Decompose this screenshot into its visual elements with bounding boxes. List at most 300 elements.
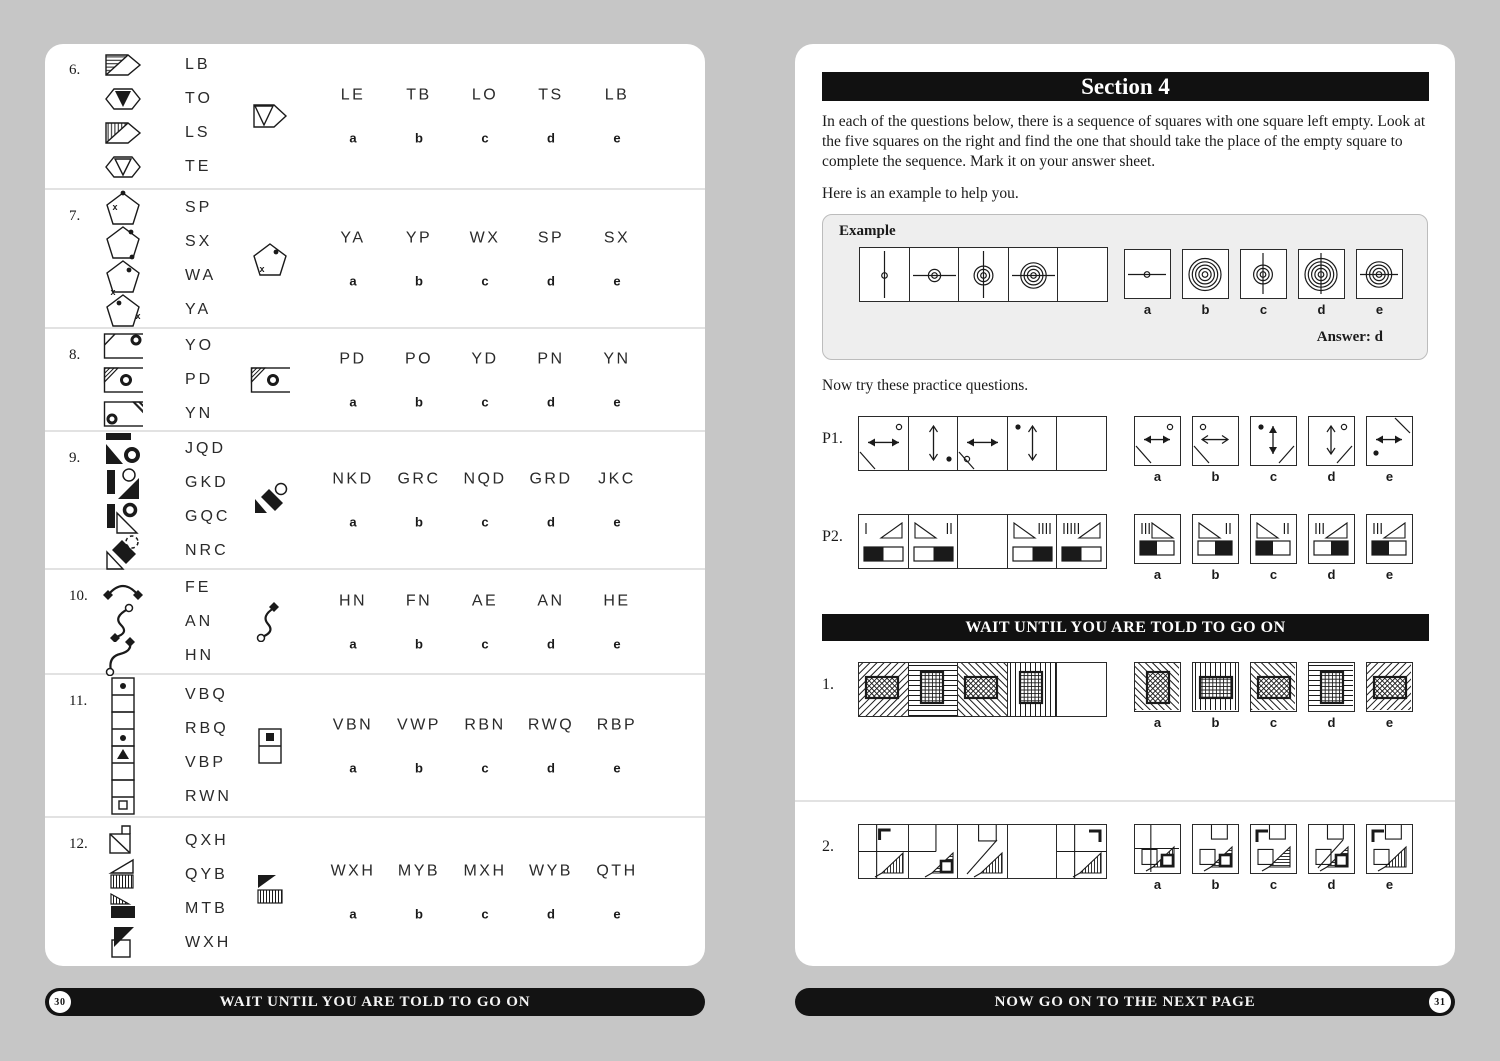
option-letter: c xyxy=(481,760,489,775)
option-code: YA xyxy=(340,229,366,246)
answer-option-e xyxy=(584,471,650,530)
section-divider xyxy=(795,800,1455,802)
option-letter: c xyxy=(1269,877,1278,892)
option-letter: d xyxy=(547,514,555,530)
symbol-code: GQC xyxy=(185,508,231,525)
answer-option-e xyxy=(1366,824,1413,892)
symbol-row xyxy=(101,363,214,397)
symbol-code: GKD xyxy=(185,474,229,491)
puzzle-sequence-strip xyxy=(858,416,1107,471)
option-letter: d xyxy=(1327,715,1336,730)
option-code: PO xyxy=(404,350,434,367)
symbol-row xyxy=(101,712,232,746)
symbol-row xyxy=(101,259,217,296)
svg-text:x: x xyxy=(110,286,116,296)
practice-intro-text: Now try these practice questions. xyxy=(822,377,1029,394)
answer-option-c xyxy=(452,87,518,146)
option-square xyxy=(1308,662,1355,712)
answer-option-e xyxy=(1366,514,1413,582)
symbol-rows xyxy=(101,678,232,814)
option-code: SX xyxy=(603,229,631,246)
symbol-row xyxy=(101,432,230,466)
svg-text:x: x xyxy=(135,310,141,321)
sequence-square xyxy=(858,662,909,717)
q11-split-osq-bottom-icon xyxy=(101,776,145,818)
answer-option-b xyxy=(1182,249,1229,317)
example-options-strip xyxy=(1124,249,1403,317)
options-row xyxy=(320,863,650,922)
symbol-rows xyxy=(101,48,213,184)
q10-curve-square-circle-icon xyxy=(101,635,145,677)
option-square xyxy=(1250,514,1297,564)
option-letter: a xyxy=(349,394,357,409)
sequence-square-empty xyxy=(1007,824,1058,879)
answer-option-a xyxy=(320,863,386,922)
question-number: 11. xyxy=(69,693,88,709)
option-code: LO xyxy=(471,86,499,104)
symbol-code: PD xyxy=(185,370,214,388)
symbol-row xyxy=(101,82,213,116)
option-code: RBP xyxy=(596,716,638,733)
sequence-square xyxy=(1007,416,1058,471)
puzzle-options-strip xyxy=(1134,662,1413,730)
answer-option-b xyxy=(386,87,452,146)
example-intro-text: Here is an example to help you. xyxy=(822,185,1019,202)
option-letter: c xyxy=(1269,469,1278,484)
option-letter: b xyxy=(415,636,423,651)
option-letter: e xyxy=(613,906,621,922)
answer-option-a xyxy=(1134,662,1181,730)
option-code: LE xyxy=(340,86,366,104)
q9-target-diagbar-icon xyxy=(246,480,294,520)
answer-option-c xyxy=(452,716,518,775)
practice-question-p1 xyxy=(822,416,1413,484)
sequence-square xyxy=(957,824,1008,879)
symbol-code: TE xyxy=(185,158,212,175)
symbol-row xyxy=(101,225,216,259)
option-square xyxy=(1192,824,1239,874)
symbol-code: MTB xyxy=(185,900,228,917)
option-code: AN xyxy=(537,592,565,609)
option-square xyxy=(1192,514,1239,564)
option-code: RBN xyxy=(464,716,506,733)
sequence-square xyxy=(957,662,1008,717)
sequence-square xyxy=(958,247,1009,302)
option-square xyxy=(1134,662,1181,712)
sequence-square xyxy=(858,824,909,879)
option-letter: c xyxy=(481,273,489,288)
symbol-code: QXH xyxy=(185,832,229,849)
sequence-square xyxy=(909,247,960,302)
puzzle-options-strip xyxy=(1134,514,1413,582)
answer-option-a xyxy=(320,592,386,651)
section-title: Section 4 xyxy=(1081,73,1170,99)
symbol-row xyxy=(101,892,231,926)
symbol-row xyxy=(101,534,230,568)
right-footer-bar xyxy=(795,988,1455,1016)
option-letter: b xyxy=(1211,469,1220,484)
page-number-badge: 31 xyxy=(1429,991,1451,1013)
question-number: 10. xyxy=(69,588,88,604)
symbol-code: VBQ xyxy=(185,685,228,703)
option-code: NKD xyxy=(332,470,374,488)
symbol-code: YA xyxy=(185,300,212,318)
answer-option-a xyxy=(320,87,386,146)
option-letter: c xyxy=(481,636,489,651)
sequence-square xyxy=(908,662,959,717)
q8-target-rect-icon xyxy=(246,360,294,400)
answer-option-c xyxy=(452,350,518,409)
symbol-row xyxy=(101,824,231,858)
symbol-row xyxy=(101,639,214,673)
option-square xyxy=(1134,824,1181,874)
answer-option-d xyxy=(518,350,584,409)
question-number: 7. xyxy=(69,208,81,224)
option-letter: a xyxy=(349,906,357,922)
question-number: 6. xyxy=(69,62,81,78)
symbol-code: LS xyxy=(185,124,211,141)
option-code: YD xyxy=(471,350,499,367)
option-code: LB xyxy=(604,86,630,104)
symbol-rows xyxy=(101,432,230,568)
answer-option-c xyxy=(1250,662,1297,730)
option-code: NQD xyxy=(463,470,507,488)
option-letter: e xyxy=(613,394,621,409)
option-letter: a xyxy=(349,636,357,651)
option-letter: b xyxy=(1211,715,1220,730)
symbol-rows xyxy=(101,571,214,673)
option-code: VWP xyxy=(397,716,441,733)
option-square xyxy=(1124,249,1171,299)
q6-hex-open-triangle-icon xyxy=(101,146,145,188)
option-letter: d xyxy=(1317,302,1326,317)
symbol-code: YN xyxy=(185,404,214,422)
sequence-square-empty xyxy=(957,514,1008,569)
answer-option-a xyxy=(320,471,386,530)
symbol-row xyxy=(101,329,214,363)
options-row xyxy=(320,229,650,288)
answer-option-b xyxy=(1192,416,1239,484)
option-code: RWQ xyxy=(527,716,575,733)
option-letter: d xyxy=(547,273,555,288)
question-2 xyxy=(822,824,1413,892)
puzzle-sequence-strip xyxy=(858,514,1107,569)
option-code: GRC xyxy=(397,470,441,488)
option-square xyxy=(1250,662,1297,712)
option-letter: b xyxy=(415,514,423,530)
answer-option-a xyxy=(1134,824,1181,892)
options-row xyxy=(320,716,650,775)
instructions-text: In each of the questions below, there is a sequence of squares with one square left empty. Look at the five squares on the right and find the one that should take the place of the empty square to complete the sequence. Mark it on your answer sheet. xyxy=(822,113,1426,170)
option-letter: a xyxy=(349,130,357,146)
puzzle-label: 2. xyxy=(822,838,834,855)
option-letter: d xyxy=(547,130,555,146)
option-letter: a xyxy=(349,514,357,530)
symbol-code: JQD xyxy=(185,440,226,457)
answer-option-d xyxy=(518,863,584,922)
option-code: QTH xyxy=(596,862,638,880)
sequence-square xyxy=(1008,247,1059,302)
answer-option-a xyxy=(1134,416,1181,484)
symbol-row xyxy=(101,858,231,892)
wait-bar-text: WAIT UNTIL YOU ARE TOLD TO GO ON xyxy=(965,618,1286,636)
answer-option-d xyxy=(518,592,584,651)
option-letter: e xyxy=(1385,469,1394,484)
option-letter: c xyxy=(1259,302,1268,317)
puzzle-options-strip xyxy=(1134,824,1413,892)
answer-option-b xyxy=(386,471,452,530)
option-letter: c xyxy=(1269,715,1278,730)
answer-option-d xyxy=(1308,514,1355,582)
example-sequence-strip xyxy=(859,247,1108,302)
answer-option-c xyxy=(1250,824,1297,892)
symbol-row xyxy=(101,48,213,82)
question-1 xyxy=(822,662,1413,730)
svg-text:x: x xyxy=(112,201,118,212)
question-number: 9. xyxy=(69,450,81,466)
symbol-rows xyxy=(101,329,214,431)
option-letter: d xyxy=(1327,469,1336,484)
option-code: HE xyxy=(603,592,631,609)
option-square xyxy=(1182,249,1229,299)
answer-option-e xyxy=(584,229,650,288)
answer-option-a xyxy=(320,350,386,409)
symbol-row xyxy=(101,293,216,327)
symbol-row xyxy=(101,397,214,431)
option-code: YP xyxy=(405,229,433,246)
answer-option-c xyxy=(1250,416,1297,484)
option-code: YN xyxy=(603,350,631,367)
symbol-row xyxy=(101,780,232,814)
symbol-code: TO xyxy=(185,90,213,107)
answer-option-d xyxy=(1308,824,1355,892)
option-code: PD xyxy=(339,350,367,367)
option-square xyxy=(1308,824,1355,874)
symbol-row xyxy=(101,926,231,960)
option-square xyxy=(1366,662,1413,712)
option-square xyxy=(1250,824,1297,874)
left-footer-text: WAIT UNTIL YOU ARE TOLD TO GO ON xyxy=(219,993,531,1010)
sequence-square xyxy=(1056,824,1107,879)
option-square xyxy=(1356,249,1403,299)
answer-option-b xyxy=(386,716,452,775)
question-list xyxy=(45,44,705,966)
option-letter: b xyxy=(1201,302,1210,317)
option-letter: c xyxy=(481,130,489,146)
option-letter: a xyxy=(349,760,357,775)
answer-option-c xyxy=(1240,249,1287,317)
options-row xyxy=(320,592,650,651)
answer-option-c xyxy=(452,229,518,288)
answer-option-d xyxy=(1308,416,1355,484)
symbol-code: SP xyxy=(185,198,213,216)
symbol-code: AN xyxy=(185,612,214,630)
sequence-square-empty xyxy=(1057,247,1108,302)
symbol-row xyxy=(101,605,214,639)
answer-option-c xyxy=(452,592,518,651)
option-code: VBN xyxy=(332,716,374,733)
symbol-row xyxy=(101,500,230,534)
answer-option-b xyxy=(1192,662,1239,730)
sequence-square xyxy=(1007,514,1058,569)
option-letter: b xyxy=(415,760,423,775)
option-code: GRD xyxy=(529,470,573,488)
puzzle-options-strip xyxy=(1134,416,1413,484)
symbol-code: RWN xyxy=(185,787,232,805)
right-footer-text: NOW GO ON TO THE NEXT PAGE xyxy=(994,993,1256,1010)
section-header-bar xyxy=(822,72,1429,101)
puzzle-label: P2. xyxy=(822,528,843,545)
options-row xyxy=(320,350,650,409)
puzzle-label: 1. xyxy=(822,676,834,693)
q7-target-pentagon-icon xyxy=(246,239,294,279)
answer-option-d xyxy=(1308,662,1355,730)
left-footer-bar xyxy=(45,988,705,1016)
symbol-rows xyxy=(101,191,216,327)
answer-option-c xyxy=(1250,514,1297,582)
option-code: HN xyxy=(338,592,368,609)
answer-option-e xyxy=(584,87,650,146)
answer-option-b xyxy=(1192,514,1239,582)
option-code: MXH xyxy=(463,862,507,880)
option-letter: e xyxy=(613,130,621,146)
option-letter: c xyxy=(1269,567,1278,582)
option-letter: e xyxy=(1385,567,1394,582)
answer-option-a xyxy=(320,229,386,288)
option-letter: a xyxy=(1153,877,1162,892)
answer-option-b xyxy=(386,350,452,409)
answer-option-c xyxy=(452,863,518,922)
q12-blacktri-square-icon xyxy=(101,922,145,964)
q11-target-fsq-top-icon xyxy=(246,726,294,766)
option-square xyxy=(1366,824,1413,874)
answer-option-b xyxy=(386,592,452,651)
symbol-code: WXH xyxy=(185,934,232,951)
sequence-square xyxy=(859,247,910,302)
answer-option-c xyxy=(452,471,518,530)
answer-option-e xyxy=(584,863,650,922)
option-square xyxy=(1240,249,1287,299)
question-12 xyxy=(45,818,705,966)
option-letter: e xyxy=(1385,715,1394,730)
example-label: Example xyxy=(839,223,896,239)
left-page xyxy=(45,44,705,966)
option-letter: a xyxy=(1153,567,1162,582)
option-code: FN xyxy=(405,592,433,609)
right-page xyxy=(795,44,1455,966)
option-square xyxy=(1134,416,1181,466)
practice-question-p2 xyxy=(822,514,1413,582)
option-letter: b xyxy=(1211,567,1220,582)
symbol-row xyxy=(101,746,232,780)
answer-option-a xyxy=(320,716,386,775)
option-square xyxy=(1192,662,1239,712)
answer-option-e xyxy=(1366,662,1413,730)
option-letter: c xyxy=(481,514,489,530)
option-letter: e xyxy=(613,636,621,651)
answer-option-e xyxy=(1366,416,1413,484)
option-letter: e xyxy=(613,273,621,288)
option-code: SP xyxy=(537,229,565,246)
sequence-square xyxy=(1056,514,1107,569)
answer-option-e xyxy=(584,350,650,409)
symbol-row xyxy=(101,150,213,184)
option-letter: e xyxy=(613,514,621,530)
option-code: AE xyxy=(471,592,499,609)
sequence-square xyxy=(858,416,909,471)
option-code: WYB xyxy=(529,862,573,880)
question-8 xyxy=(45,329,705,432)
symbol-code: RBQ xyxy=(185,719,229,737)
sequence-square xyxy=(957,416,1008,471)
puzzle-label: P1. xyxy=(822,430,843,447)
option-letter: b xyxy=(415,130,423,146)
option-letter: a xyxy=(1153,469,1162,484)
option-letter: e xyxy=(1375,302,1384,317)
option-letter: e xyxy=(1385,877,1394,892)
answer-option-b xyxy=(386,863,452,922)
option-letter: d xyxy=(547,906,555,922)
sequence-square xyxy=(908,514,959,569)
puzzle-sequence-strip xyxy=(858,662,1107,717)
option-square xyxy=(1308,514,1355,564)
symbol-code: FE xyxy=(185,578,212,596)
answer-option-b xyxy=(386,229,452,288)
question-6 xyxy=(45,44,705,190)
answer-option-d xyxy=(518,716,584,775)
sequence-square xyxy=(908,416,959,471)
symbol-code: SX xyxy=(185,232,213,250)
option-letter: d xyxy=(547,760,555,775)
example-box xyxy=(822,214,1428,360)
option-square xyxy=(1308,416,1355,466)
sequence-square xyxy=(858,514,909,569)
option-square xyxy=(1366,514,1413,564)
q6-target-pencil-triangle-icon xyxy=(246,96,294,136)
answer-option-a xyxy=(1124,249,1171,317)
option-code: JKC xyxy=(598,470,636,488)
question-11 xyxy=(45,675,705,818)
symbol-code: QYB xyxy=(185,866,228,883)
option-square xyxy=(1250,416,1297,466)
answer-option-e xyxy=(584,716,650,775)
question-10 xyxy=(45,570,705,675)
symbol-code: VBP xyxy=(185,753,227,771)
wait-bar xyxy=(822,614,1429,641)
option-code: TS xyxy=(538,86,564,104)
puzzle-sequence-strip xyxy=(858,824,1107,879)
answer-option-d xyxy=(518,229,584,288)
answer-option-e xyxy=(584,592,650,651)
sequence-square-empty xyxy=(1056,662,1107,717)
option-letter: d xyxy=(1327,877,1336,892)
answer-option-d xyxy=(518,471,584,530)
symbol-row xyxy=(101,466,230,500)
q12-target-blacktri-striperect-icon xyxy=(246,872,294,912)
symbol-code: YO xyxy=(185,336,215,354)
option-letter: a xyxy=(1153,715,1162,730)
option-square xyxy=(1298,249,1345,299)
option-letter: e xyxy=(613,760,621,775)
option-letter: b xyxy=(1211,877,1220,892)
option-code: PN xyxy=(537,350,565,367)
option-code: WX xyxy=(469,229,501,246)
question-9 xyxy=(45,432,705,570)
svg-text:x: x xyxy=(259,263,265,274)
symbol-code: WA xyxy=(185,266,217,284)
option-square xyxy=(1366,416,1413,466)
option-square xyxy=(1192,416,1239,466)
